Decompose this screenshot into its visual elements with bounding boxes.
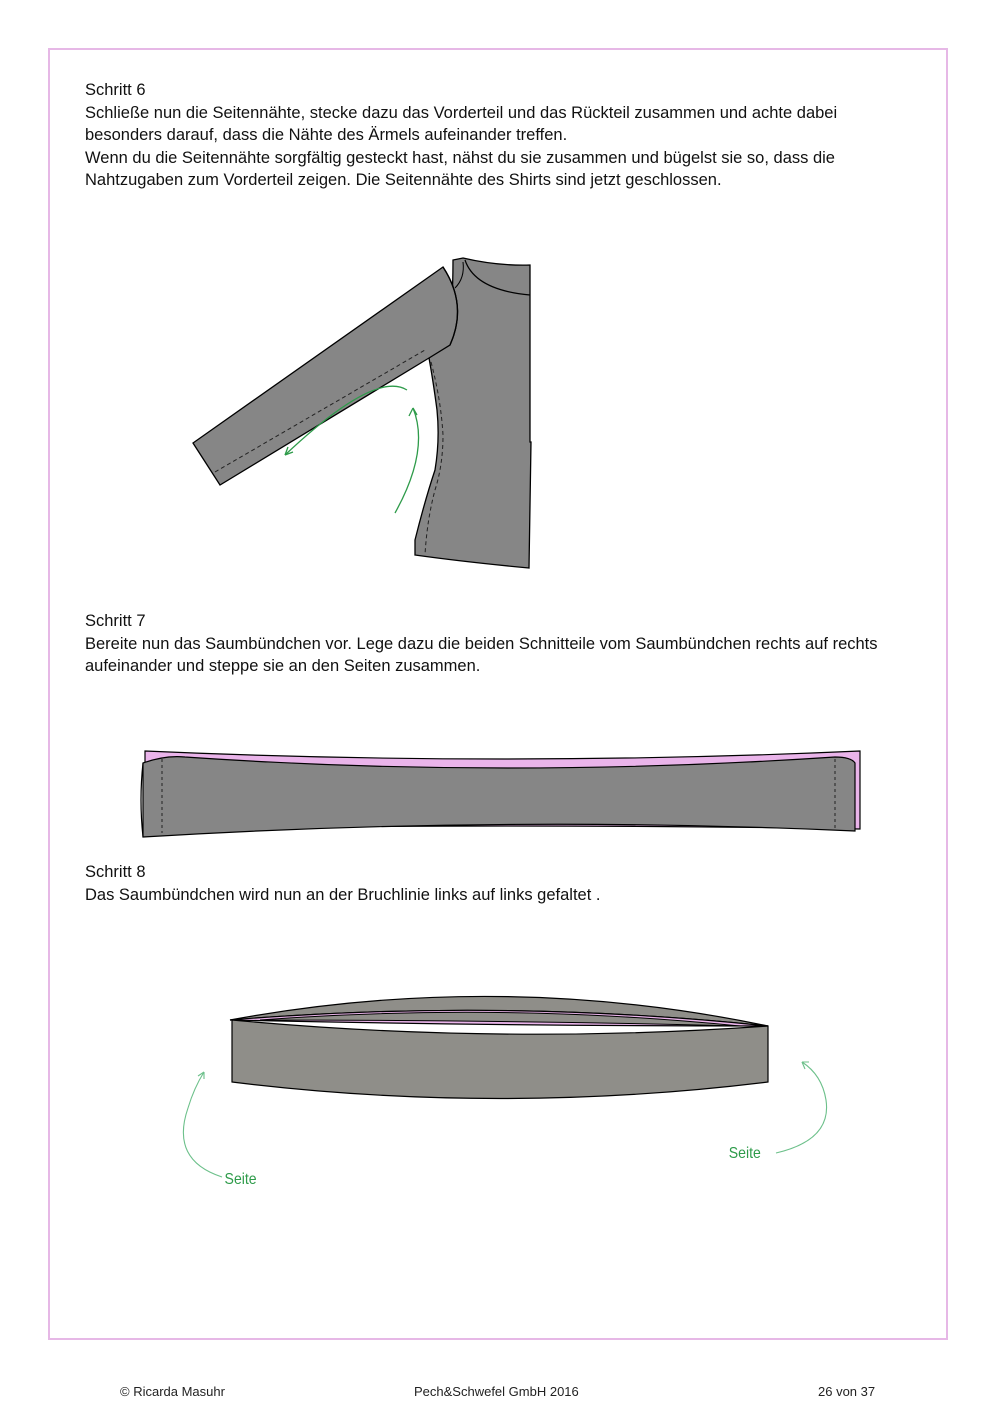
hem-band-folded-illustration (170, 990, 840, 1200)
hem-band-sewn-illustration (135, 745, 870, 845)
arrow-side (395, 408, 419, 513)
footer-author: © Ricarda Masuhr (120, 1384, 225, 1399)
footer-page-number: 26 von 37 (818, 1384, 876, 1399)
step-8-text (85, 861, 905, 906)
label-side-left: Seite (224, 1170, 257, 1189)
arrow-right-side (776, 1062, 827, 1153)
step-6-text (85, 79, 905, 192)
step-7-heading: Schritt 7 (85, 612, 146, 630)
step-8-heading: Schritt 8 (85, 863, 146, 881)
shirt-side-seam-illustration (185, 250, 545, 580)
step-7-text (85, 610, 905, 678)
arrow-left-side (183, 1072, 222, 1177)
step-6-heading: Schritt 6 (85, 81, 146, 99)
step-7-paragraph: Bereite nun das Saumbündchen vor. Lege dazu die beiden Schnitteile vom Saumbündchen rechts auf rechts aufeinander und steppe sie an den Seiten zusammen. (85, 634, 878, 675)
folded-front-layer (232, 1020, 768, 1099)
step-6-paragraph-1: Schließe nun die Seitennähte, stecke dazu das Vorderteil und das Rückteil zusammen und achte dabei besonders darauf, dass die Nähte des Ärmels aufeinander treffen. (85, 103, 838, 144)
label-side-right: Seite (728, 1144, 761, 1163)
footer-company: Pech&Schwefel GmbH 2016 (414, 1384, 579, 1399)
step-6-paragraph-2: Wenn du die Seitennähte sorgfältig gesteckt hast, nähst du sie zusammen und bügelst sie so, dass die Nahtzugaben zum Vorderteil zeigen. Die Seitennähte des Shirts sind jetzt geschlossen. (85, 148, 835, 189)
hem-band-fabric (143, 757, 855, 837)
step-8-paragraph: Das Saumbündchen wird nun an der Bruchlinie links auf links gefaltet . (85, 885, 601, 904)
